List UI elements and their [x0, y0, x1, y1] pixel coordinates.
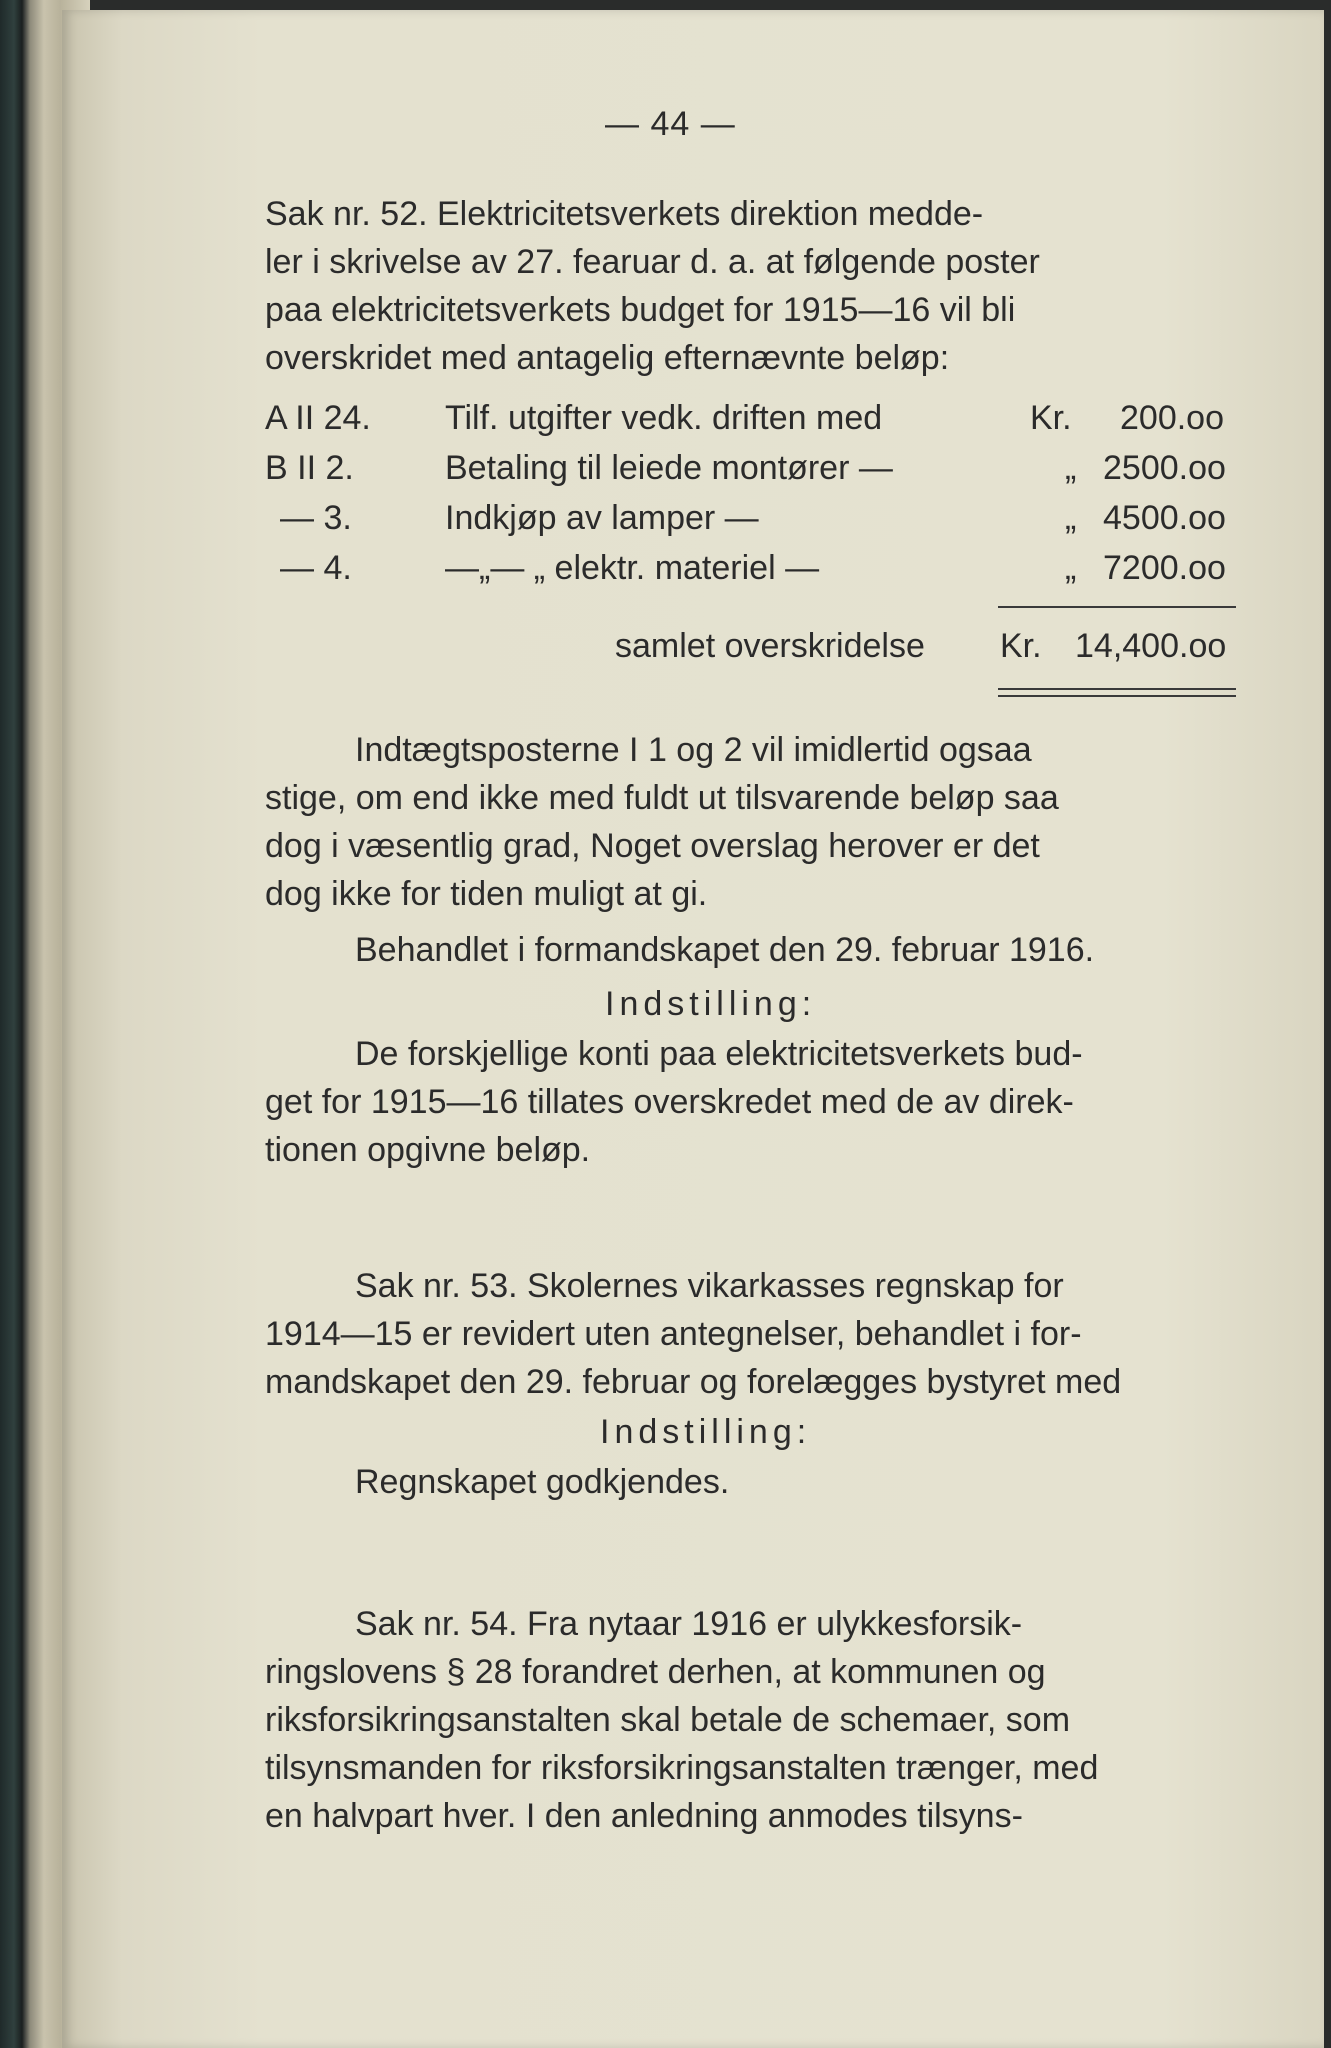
case52-line-3: paa elektricitetsverkets budget for 1915—16 vil bli [265, 291, 1016, 329]
row-desc: Tilf. utgifter vedk. driften med [445, 399, 883, 437]
case54-line-1: Sak nr. 54. Fra nytaar 1916 er ulykkesforsik- [355, 1605, 1023, 1643]
para-line-2: stige, om end ikke med fuldt ut tilsvarende beløp saa [265, 779, 1059, 817]
recommendation-line-2: get for 1915—16 tillates overskredet med de av direk- [265, 1083, 1074, 1121]
handled-note: Behandlet i formandskapet den 29. februar 1916. [355, 931, 1095, 969]
case52-line-2: ler i skrivelse av 27. fearuar d. a. at følgende poster [265, 243, 1040, 281]
total-unit: Kr. [1000, 627, 1042, 665]
total-double-rule-bottom [998, 695, 1236, 697]
row-amount: 2500.oo [1103, 449, 1226, 487]
row-unit: „ [1065, 549, 1077, 587]
row-code: A II 24. [265, 399, 371, 437]
recommendation-line-3: tionen opgivne beløp. [265, 1131, 591, 1169]
page-number: — 44 — [605, 105, 736, 143]
case52-line-4: overskridet med antagelig efternævnte beløp: [265, 339, 950, 377]
para-line-4: dog ikke for tiden muligt at gi. [265, 875, 708, 913]
case53-recommendation: Regnskapet godkjendes. [355, 1463, 730, 1501]
total-amount: 14,400.oo [1075, 627, 1227, 665]
row-desc: —„— „ elektr. materiel — [445, 549, 820, 587]
case54-line-4: tilsynsmanden for riksforsikringsanstalten trænger, med [265, 1749, 1099, 1787]
sum-rule [998, 606, 1236, 608]
case54-line-3: riksforsikringsanstalten skal betale de schemaer, som [265, 1701, 1071, 1739]
para-line-3: dog i væsentlig grad, Noget overslag herover er det [265, 827, 1040, 865]
para-line-1: Indtægtsposterne I 1 og 2 vil imidlertid ogsaa [355, 731, 1032, 769]
case53-line-1: Sak nr. 53. Skolernes vikarkasses regnskap for [355, 1267, 1064, 1305]
case53-line-2: 1914—15 er revidert uten antegnelser, behandlet i for- [265, 1315, 1082, 1353]
row-code: — 3. [280, 499, 352, 537]
row-amount: 7200.oo [1103, 549, 1226, 587]
row-code: B II 2. [265, 449, 354, 487]
case53-line-3: mandskapet den 29. februar og forelægges bystyret med [265, 1363, 1122, 1401]
total-label: samlet overskridelse [615, 627, 925, 665]
row-unit: Kr. [1030, 399, 1072, 437]
row-desc: Betaling til leiede montører — [445, 449, 893, 487]
case54-line-5: en halvpart hver. I den anledning anmodes tilsyns- [265, 1797, 1023, 1835]
row-code: — 4. [280, 549, 352, 587]
row-amount: 4500.oo [1103, 499, 1226, 537]
case52-line-1: Sak nr. 52. Elektricitetsverkets direktion medde- [265, 195, 984, 233]
total-double-rule-top [998, 688, 1236, 690]
row-amount: 200.oo [1120, 399, 1224, 437]
indstilling-heading: Indstilling: [605, 985, 817, 1023]
case54-line-2: ringslovens § 28 forandret derhen, at kommunen og [265, 1653, 1046, 1691]
row-unit: „ [1065, 449, 1077, 487]
row-desc: Indkjøp av lamper — [445, 499, 759, 537]
indstilling-heading: Indstilling: [600, 1413, 812, 1451]
row-unit: „ [1065, 499, 1077, 537]
recommendation-line-1: De forskjellige konti paa elektricitetsverkets bud- [355, 1035, 1083, 1073]
